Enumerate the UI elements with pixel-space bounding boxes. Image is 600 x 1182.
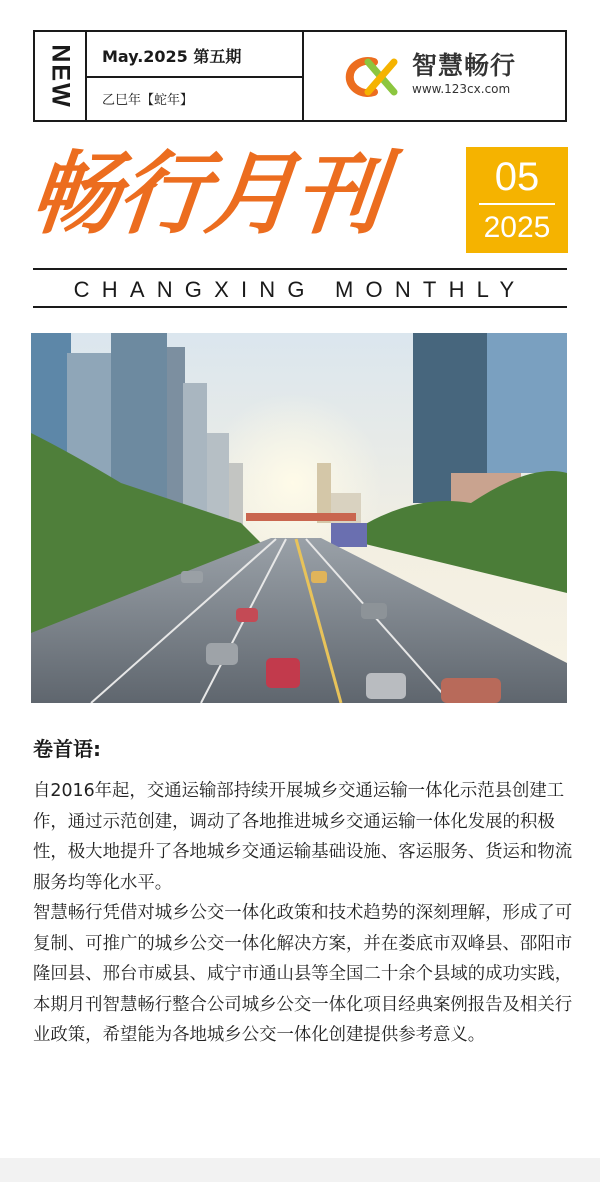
new-badge — [35, 32, 87, 120]
brand-url: www.123cx.com — [412, 82, 511, 96]
brand-logo — [304, 32, 565, 120]
preface-paragraph: 智慧畅行凭借对城乡公交一体化政策和技术趋势的深刻理解，形成了可复制、可推广的城乡公交一体化解决方案，并在娄底市双峰县、邵阳市隆回县、邢台市威县、咸宁市通山县等全国二十余个县域的成功实践，本期月刊智慧畅行整合公司城乡公交一体化项目经典案例报告及相关行业政策，希望能为各地城乡公交一体化创建提供参考意义。 — [33, 903, 573, 1045]
new-label: NEW — [46, 43, 75, 109]
preface-heading: 卷首语: — [33, 737, 101, 761]
magazine-subtitle: CHANGXING MONTHLY — [73, 277, 527, 302]
issue-info — [87, 32, 304, 120]
city-road-photo-icon — [31, 333, 567, 703]
zodiac-year: 乙巳年【蛇年】 — [102, 93, 194, 108]
city-road-photo — [31, 333, 567, 703]
preface-body — [33, 776, 573, 1051]
brand-name: 智慧畅行 — [412, 51, 517, 80]
issue-number: May.2025 第五期 — [87, 32, 302, 78]
issue-month: 05 — [494, 155, 540, 199]
magazine-title: 畅行月刊 — [24, 142, 388, 247]
issue-date-box — [466, 147, 568, 253]
issue-header — [33, 30, 567, 122]
subtitle-top-rule — [33, 268, 567, 270]
brand-logo-icon — [344, 54, 406, 100]
footer-band — [0, 1158, 600, 1182]
preface-paragraph: 自2016年起，交通运输部持续开展城乡交通运输一体化示范县创建工作，通过示范创建，调动了各地推进城乡交通运输一体化发展的积极性，极大地提升了各地城乡交通运输基础设施、客运服务、货运和物流服务均等化水平。 — [33, 781, 573, 893]
issue-year: 2025 — [483, 211, 551, 244]
subtitle-bottom-rule — [33, 306, 567, 308]
date-divider — [479, 203, 555, 205]
